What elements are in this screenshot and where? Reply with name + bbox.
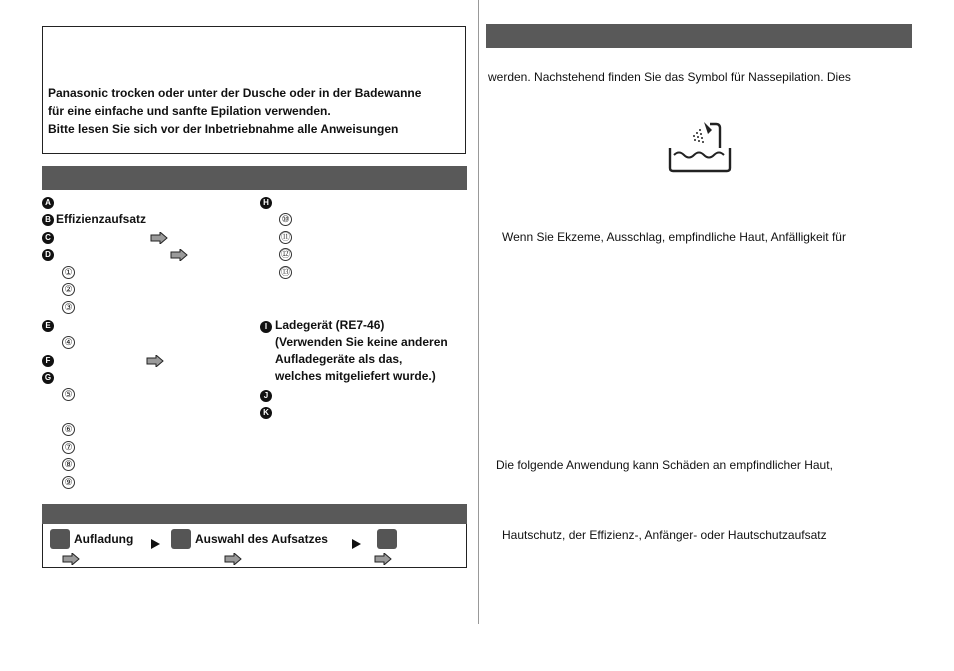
next-step-triangle-icon [352,539,361,549]
intro-line: Bitte lesen Sie sich vor der Inbetriebnahme alle Anweisungen [48,122,399,136]
reference-arrow-icon [170,249,188,261]
charger-note-line: Aufladegeräte als das, [275,352,403,366]
next-step-triangle-icon [151,539,160,549]
bath-shower-icon [664,120,736,174]
reference-arrow-icon [374,553,392,565]
sub-part-number: ③ [62,301,75,314]
part-letter-c: C [42,232,54,244]
part-label-efficiency-cap: Effizienzaufsatz [56,212,147,226]
step-number-box [171,529,191,549]
part-letter-a: A [42,197,54,209]
step-number-box [50,529,70,549]
step-label-charging: Aufladung [74,532,134,546]
sub-part-number: ⑥ [62,423,75,436]
part-letter-d: D [42,249,54,261]
sub-part-number: ⑦ [62,441,75,454]
charger-note-line: (Verwenden Sie keine anderen [275,335,448,349]
part-letter-b: B [42,214,54,226]
part-letter-e: E [42,320,54,332]
part-label-charger: Ladegerät (RE7-46) [275,318,385,332]
parts-section-header-bar [42,166,467,190]
sub-part-number: ⑨ [62,476,75,489]
paragraph-caps: Hautschutz, der Effizienz-, Anfänger- oder Hautschutzaufsatz [502,528,827,542]
intro-line: für eine einfache und sanfte Epilation verwenden. [48,104,331,118]
intro-text [48,84,468,138]
reference-arrow-icon [224,553,242,565]
sub-part-number: ① [62,266,75,279]
paragraph-skin-conditions: Wenn Sie Ekzeme, Ausschlag, empfindliche Haut, Anfälligkeit für [502,230,846,244]
part-letter-i: I [260,321,272,333]
sub-part-number: ⑩ [279,213,292,226]
sub-part-number: ⑫ [280,249,290,259]
paragraph-skin-damage: Die folgende Anwendung kann Schäden an empfindlicher Haut, [496,458,833,472]
sub-part-number: ④ [62,336,75,349]
sub-part-number: ⑬ [280,267,290,277]
sub-part-number: ⑧ [62,458,75,471]
parts-list-left [42,194,252,494]
usage-flow-steps [48,529,464,567]
reference-arrow-icon [146,355,164,367]
intro-line: Panasonic trocken oder unter der Dusche oder in der Badewanne [48,86,422,100]
right-section-header-bar [486,24,912,48]
part-letter-g: G [42,372,54,384]
paragraph-wet-epilation-symbol: werden. Nachstehend finden Sie das Symbol für Nassepilation. Dies [488,70,851,84]
sub-part-number: ⑤ [62,388,75,401]
part-letter-f: F [42,355,54,367]
parts-list-right [260,194,470,424]
step-label-cap-selection: Auswahl des Aufsatzes [195,532,328,546]
sub-part-number: ② [62,283,75,296]
part-letter-h: H [260,197,272,209]
step-number-box [377,529,397,549]
part-letter-k: K [260,407,272,419]
reference-arrow-icon [62,553,80,565]
charger-note-line: welches mitgeliefert wurde.) [275,369,436,383]
reference-arrow-icon [150,232,168,244]
part-letter-j: J [260,390,272,402]
usage-flow-header-bar [42,504,467,524]
sub-part-number: ⑪ [280,232,290,242]
column-divider [478,0,479,624]
